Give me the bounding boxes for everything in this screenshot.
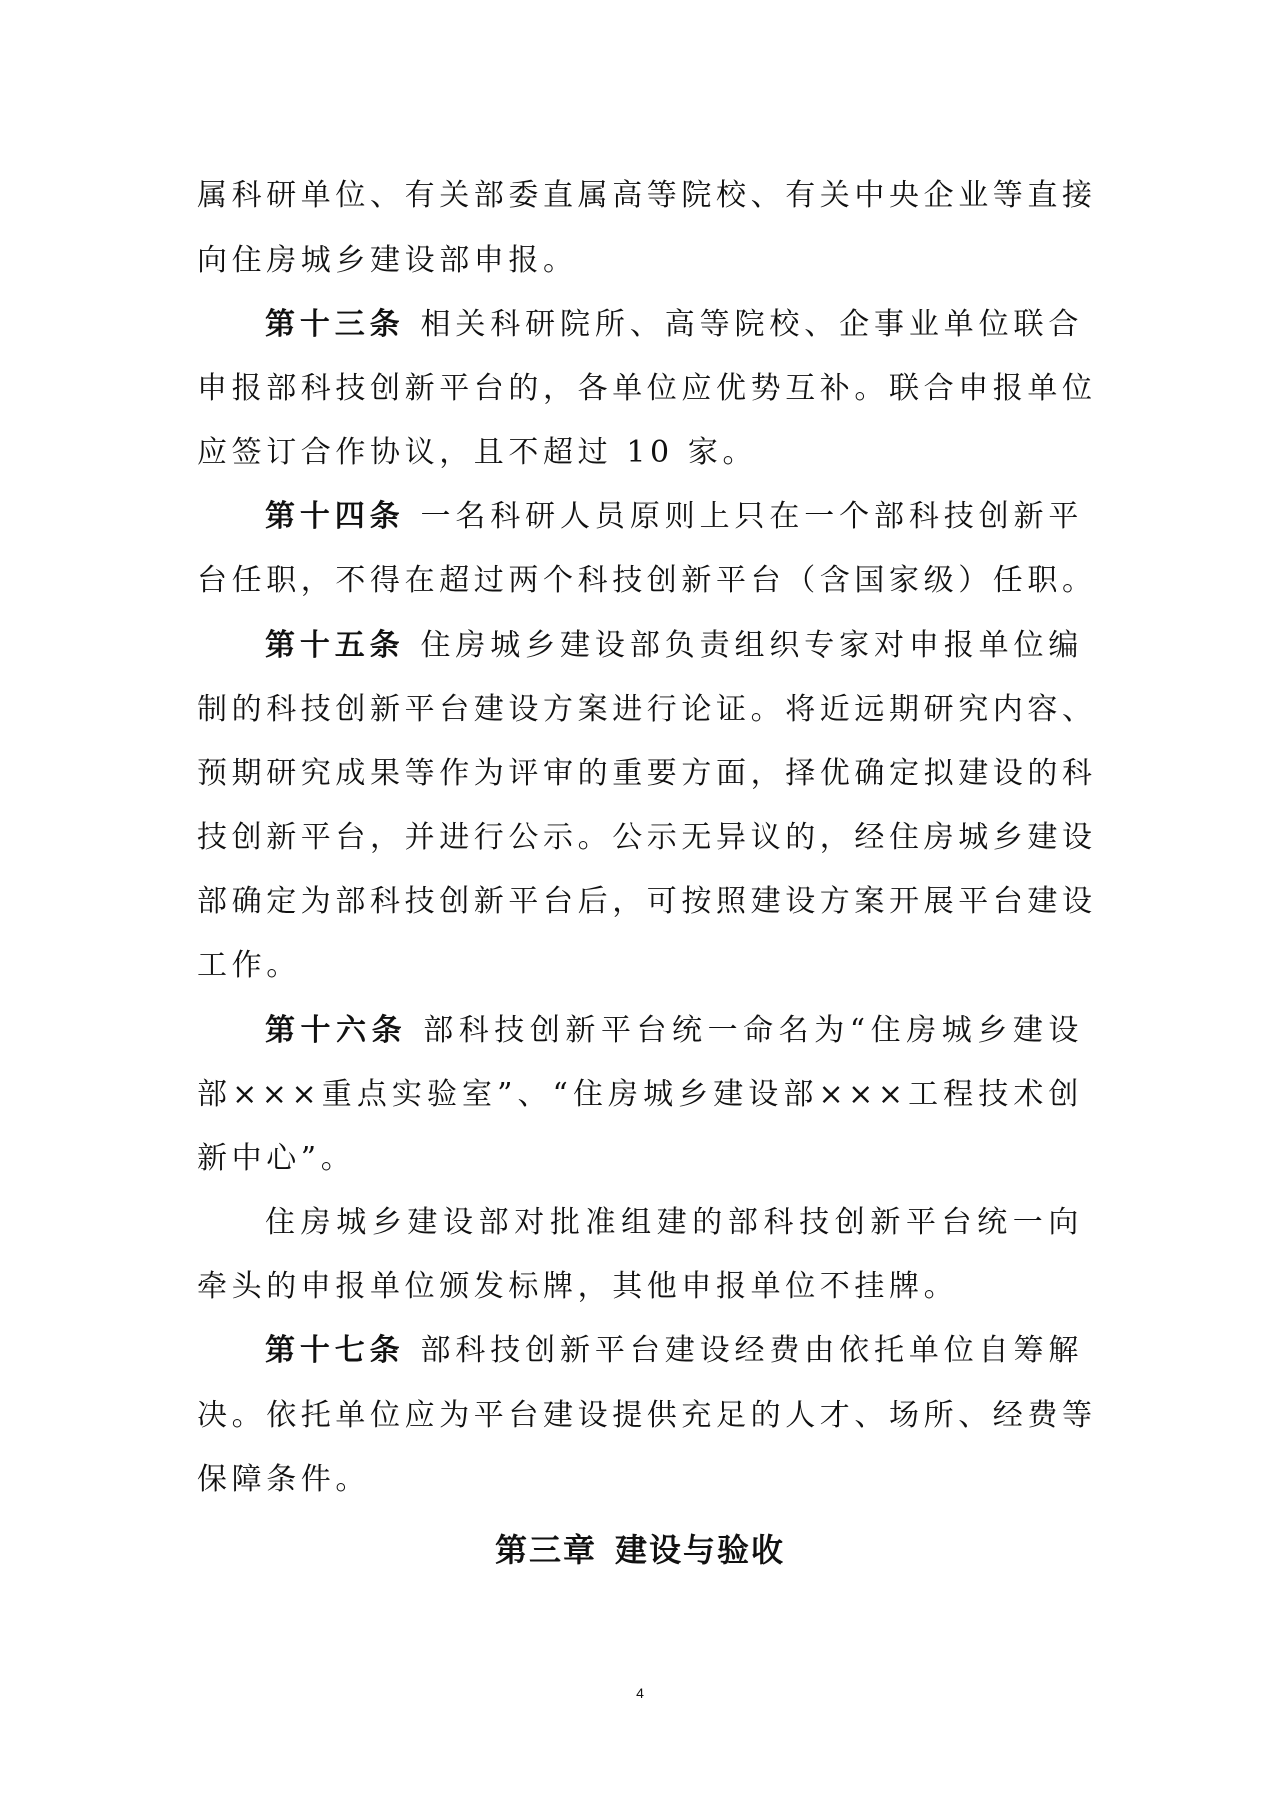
article-text: 相关科研院所、高等院校、企事业单位联合 — [420, 307, 1083, 342]
article-heading: 第十六条 — [265, 1013, 408, 1048]
body-text-line: 保障条件。 — [197, 1462, 370, 1497]
chapter-heading — [0, 1525, 1280, 1571]
page-number: 4 — [636, 1685, 644, 1701]
article-13 — [265, 305, 1083, 345]
body-text-line: 制的科技创新平台建设方案进行论证。将近远期研究内容、 — [197, 692, 1097, 727]
article-heading: 第十三条 — [265, 307, 405, 342]
article-heading: 第十五条 — [265, 628, 405, 663]
body-text-line: 牵头的申报单位颁发标牌，其他申报单位不挂牌。 — [197, 1269, 959, 1304]
article-text: 住房城乡建设部负责组织专家对申报单位编 — [420, 628, 1083, 663]
article-text: 部科技创新平台建设经费由依托单位自筹解 — [420, 1333, 1083, 1368]
body-text-line: 台任职，不得在超过两个科技创新平台（含国家级）任职。 — [197, 563, 1097, 598]
body-text-line: 应签订合作协议，且不超过 10 家。 — [197, 435, 758, 470]
body-text-line: 部确定为部科技创新平台后，可按照建设方案开展平台建设 — [197, 884, 1097, 919]
body-text-line: 新中心”。 — [197, 1141, 356, 1176]
chapter-title: 建设与验收 — [615, 1531, 786, 1569]
body-text-line: 决。依托单位应为平台建设提供充足的人才、场所、经费等 — [197, 1398, 1097, 1433]
body-text-line: 申报部科技创新平台的，各单位应优势互补。联合申报单位 — [197, 371, 1097, 406]
body-text-line: 工作。 — [197, 948, 301, 983]
article-14 — [265, 497, 1083, 537]
article-17 — [265, 1331, 1083, 1371]
article-text: 一名科研人员原则上只在一个部科技创新平 — [420, 499, 1083, 534]
body-text-line: 部×××重点实验室”、“住房城乡建设部×××工程技术创 — [197, 1077, 1083, 1112]
body-text-line: 向住房城乡建设部申报。 — [197, 243, 578, 278]
article-heading: 第十四条 — [265, 499, 405, 534]
article-15 — [265, 626, 1083, 666]
article-text: 部科技创新平台统一命名为“住房城乡建设 — [423, 1013, 1083, 1048]
body-text-line: 属科研单位、有关部委直属高等院校、有关中央企业等直接 — [197, 178, 1097, 213]
body-text-line: 住房城乡建设部对批准组建的部科技创新平台统一向 — [265, 1205, 1083, 1240]
article-heading: 第十七条 — [265, 1333, 405, 1368]
body-text-line: 预期研究成果等作为评审的重要方面，择优确定拟建设的科 — [197, 756, 1097, 791]
chapter-number: 第三章 — [494, 1531, 597, 1569]
article-16 — [265, 1011, 1083, 1051]
body-text-line: 技创新平台，并进行公示。公示无异议的，经住房城乡建设 — [197, 820, 1097, 855]
